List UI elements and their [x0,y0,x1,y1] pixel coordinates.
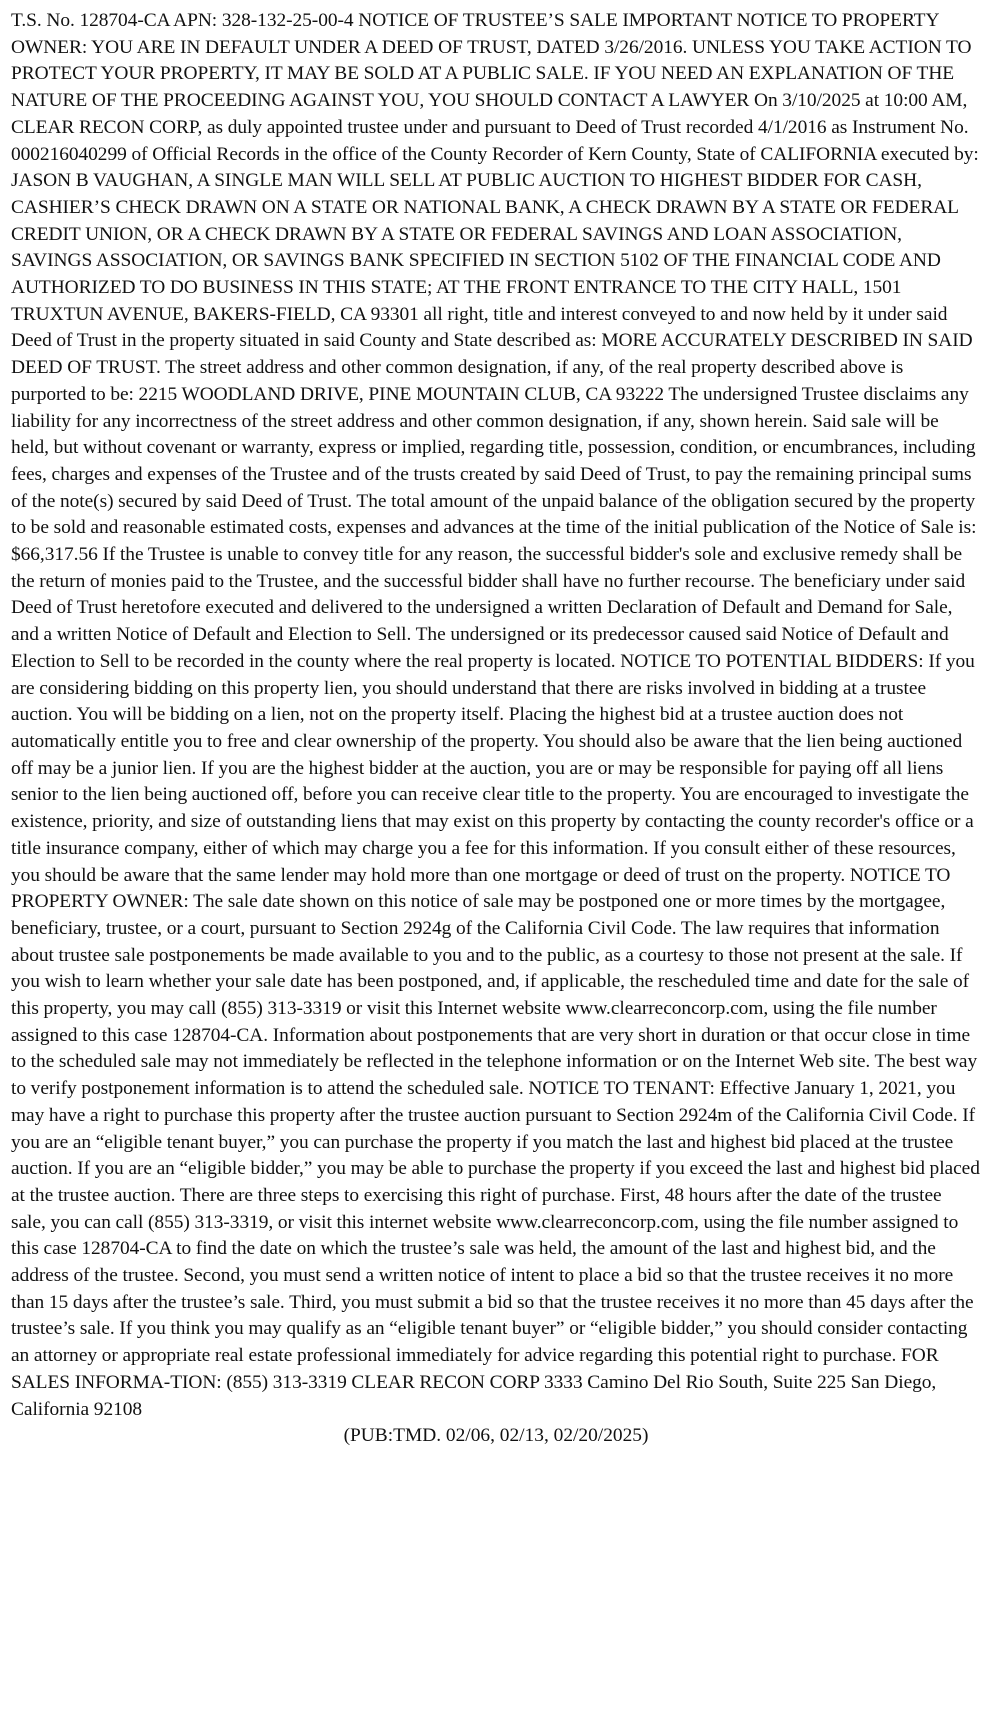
notice-body-text: T.S. No. 128704-CA APN: 328-132-25-00-4 NOTICE OF TRUSTEE’S SALE IMPORTANT NOTICE TO PROPERTY OWNER: YOU ARE IN DEFAULT UNDER A DEED OF TRUST, DATED 3/26/2016. UNLESS YOU TAKE ACTION TO PROTECT YOUR PROPERTY, IT MAY BE SOLD AT A PUBLIC SALE. IF YOU NEED AN EXPLANATION OF THE NATURE OF THE PROCEEDING AGAINST YOU, YOU SHOULD CONTACT A LAWYER On 3/10/2025 at 10:00 AM, CLEAR RECON CORP, as duly appointed trustee under and pursuant to Deed of Trust recorded 4/1/2016 as Instrument No. 000216040299 of Official Records in the office of the County Recorder of Kern County, State of CALIFORNIA executed by: JASON B VAUGHAN, A SINGLE MAN WILL SELL AT PUBLIC AUCTION TO HIGHEST BIDDER FOR CASH, CASHIER’S CHECK DRAWN ON A STATE OR NATIONAL BANK, A CHECK DRAWN BY A STATE OR FEDERAL CREDIT UNION, OR A CHECK DRAWN BY A STATE OR FEDERAL SAVINGS AND LOAN ASSOCIATION, SAVINGS ASSOCIATION, OR SAVINGS BANK SPECIFIED IN SECTION 5102 OF THE FINANCIAL CODE AND AUTHORIZED TO DO BUSINESS IN THIS STATE; AT THE FRONT ENTRANCE TO THE CITY HALL, 1501 TRUXTUN AVENUE, BAKERS-FIELD, CA 93301 all right, title and interest conveyed to and now held by it under said Deed of Trust in the property situated in said County and State described as: MORE ACCURATELY DESCRIBED IN SAID DEED OF TRUST. The street address and other common designation, if any, of the real property described above is purported to be: 2215 WOODLAND DRIVE, PINE MOUNTAIN CLUB, CA 93222 The undersigned Trustee disclaims any liability for any incorrectness of the street address and other common designation, if any, shown herein. Said sale will be held, but without covenant or warranty, express or implied, regarding title, possession, condition, or encumbrances, including fees, charges and expenses of the Trustee and of the trusts created by said Deed of Trust, to pay the remaining principal sums of the note(s) secured by said Deed of Trust. The total amount of the unpaid balance of the obligation secured by the property to be sold and reasonable estimated costs, expenses and advances at the time of the initial publication of the Notice of Sale is: $66,317.56 If the Trustee is unable to convey title for any reason, the successful bidder's sole and exclusive remedy shall be the return of monies paid to the Trustee, and the successful bidder shall have no further recourse. The beneficiary under said Deed of Trust heretofore executed and delivered to the undersigned a written Declaration of Default and Demand for Sale, and a written Notice of Default and Election to Sell. The undersigned or its predecessor caused said Notice of Default and Election to Sell to be recorded in the county where the real property is located. NOTICE TO POTENTIAL BIDDERS: If you are considering bidding on this property lien, you should understand that there are risks involved in bidding at a trustee auction. You will be bidding on a lien, not on the property itself. Placing the highest bid at a trustee auction does not automatically entitle you to free and clear ownership of the property. You should also be aware that the lien being auctioned off may be a junior lien. If you are the highest bidder at the auction, you are or may be responsible for paying off all liens senior to the lien being auctioned off, before you can receive clear title to the property. You are encouraged to investigate the existence, priority, and size of outstanding liens that may exist on this property by contacting the county recorder's office or a title insurance company, either of which may charge you a fee for this information. If you consult either of these resources, you should be aware that the same lender may hold more than one mortgage or deed of trust on the property. NOTICE TO PROPERTY OWNER: The sale date shown on this notice of sale may be postponed one or more times by the mortgagee, beneficiary, trustee, or a court, pursuant to Section 2924g of the California Civil Code. The law requires that information about trustee sale postponements be made available to you and to the public, as a courtesy to those not present at the sale. If you wish to learn whether your sale date has been postponed, and, if applicable, the rescheduled time and date for the sale of this property, you may call (855) 313-3319 or visit this Internet website www.clearreconcorp.com, using the file number assigned to this case 128704-CA. Information about postponements that are very short in duration or that occur close in time to the scheduled sale may not immediately be reflected in the telephone information or on the Internet Web site. The best way to verify postponement information is to attend the scheduled sale. NOTICE TO TENANT: Effective January 1, 2021, you may have a right to purchase this property after the trustee auction pursuant to Section 2924m of the California Civil Code. If you are an “eligible tenant buyer,” you can purchase the property if you match the last and highest bid placed at the trustee auction. If you are an “eligible bidder,” you may be able to purchase the property if you exceed the last and highest bid placed at the trustee auction. There are three steps to exercising this right of purchase. First, 48 hours after the date of the trustee sale, you can call (855) 313-3319, or visit this internet website www.clearreconcorp.com, using the file number assigned to this case 128704-CA to find the date on which the trustee’s sale was held, the amount of the last and highest bid, and the address of the trustee. Second, you must send a written notice of intent to place a bid so that the trustee receives it no more than 15 days after the trustee’s sale. Third, you must submit a bid so that the trustee receives it no more than 45 days after the trustee’s sale. If you think you may qualify as an “eligible tenant buyer” or “eligible bidder,” you should consider contacting an attorney or appropriate real estate professional immediately for advice regarding this potential right to purchase. FOR SALES INFORMA-TION: (855) 313-3319 CLEAR RECON CORP 3333 Camino Del Rio South, Suite 225 San Diego, California 92108 [11,10,980,1420]
publication-dates: (PUB:TMD. 02/06, 02/13, 02/20/2025) [343,1425,649,1447]
legal-notice [11,8,981,1708]
